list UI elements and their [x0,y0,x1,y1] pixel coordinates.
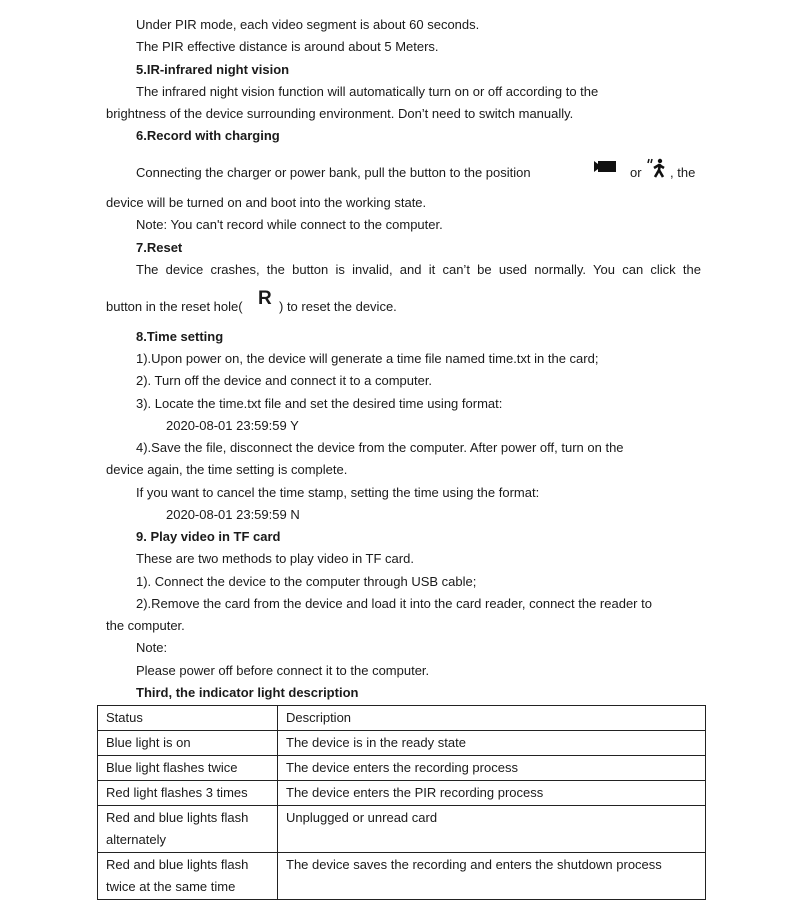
text-line: button in the reset hole( [106,299,243,314]
text-line: the computer. [106,618,185,633]
status-cell: Blue light flashes twice [98,756,278,781]
text-line: Note: You can't record while connect to the computer. [136,217,443,232]
section-heading: Third, the indicator light description [136,685,359,700]
walking-person-icon [647,158,667,178]
section-heading: 9. Play video in TF card [136,529,281,544]
text-line: 2). Turn off the device and connect it to a computer. [136,373,433,388]
section-heading: 7.Reset [136,240,183,255]
text-line: 2).Remove the card from the device and load it into the card reader, connect the reader to [136,596,652,611]
description-cell: The device saves the recording and enters the shutdown process [278,853,706,900]
text-line: Please power off before connect it to the computer. [136,663,430,678]
video-camera-icon [594,160,616,174]
text-line: Under PIR mode, each video segment is about 60 seconds. [136,17,480,32]
indicator-light-table [97,705,706,900]
text-line: device again, the time setting is complete. [106,462,348,477]
table-header-row [98,706,706,731]
text-line: The infrared night vision function will automatically turn on or off according to the [136,84,599,99]
header-description: Description [278,706,706,731]
text-line: or [630,165,642,180]
table-row [98,731,706,756]
status-cell: Blue light is on [98,731,278,756]
section-heading: 6.Record with charging [136,128,280,143]
text-line: , the [670,165,696,180]
section-heading: 8.Time setting [136,329,224,344]
status-cell: Red and blue lights flash twice at the same time [98,853,278,900]
table-row [98,781,706,806]
status-cell: Red light flashes 3 times [98,781,278,806]
text-line: If you want to cancel the time stamp, setting the time using the format: [136,485,540,500]
text-line: 1).Upon power on, the device will generate a time file named time.txt in the card; [136,351,599,366]
description-cell: The device enters the recording process [278,756,706,781]
text-line: 2020-08-01 23:59:59 Y [166,418,299,433]
status-cell: Red and blue lights flash alternately [98,806,278,853]
table-row [98,853,706,900]
section-heading: 5.IR-infrared night vision [136,62,290,77]
description-cell: Unplugged or unread card [278,806,706,853]
table-row [98,756,706,781]
text-line: These are two methods to play video in TF card. [136,551,414,566]
text-line: 2020-08-01 23:59:59 N [166,507,300,522]
reset-r-icon: R [258,288,272,309]
text-line: 3). Locate the time.txt file and set the desired time using format: [136,396,503,411]
description-cell: The device enters the PIR recording process [278,781,706,806]
text-line: Note: [136,640,168,655]
text-line: brightness of the device surrounding environment. Don’t need to switch manually. [106,106,574,121]
text-line: device will be turned on and boot into the working state. [106,195,427,210]
text-line: 4).Save the file, disconnect the device from the computer. After power off, turn on the [136,440,624,455]
text-line: ) to reset the device. [279,299,397,314]
text-line: The device crashes, the button is invalid, and it can’t be used normally. You can click the [136,262,701,277]
header-status: Status [98,706,278,731]
text-line: The PIR effective distance is around about 5 Meters. [136,39,439,54]
text-line: 1). Connect the device to the computer through USB cable; [136,574,477,589]
text-line: Connecting the charger or power bank, pull the button to the position [136,165,531,180]
table-row [98,806,706,853]
description-cell: The device is in the ready state [278,731,706,756]
